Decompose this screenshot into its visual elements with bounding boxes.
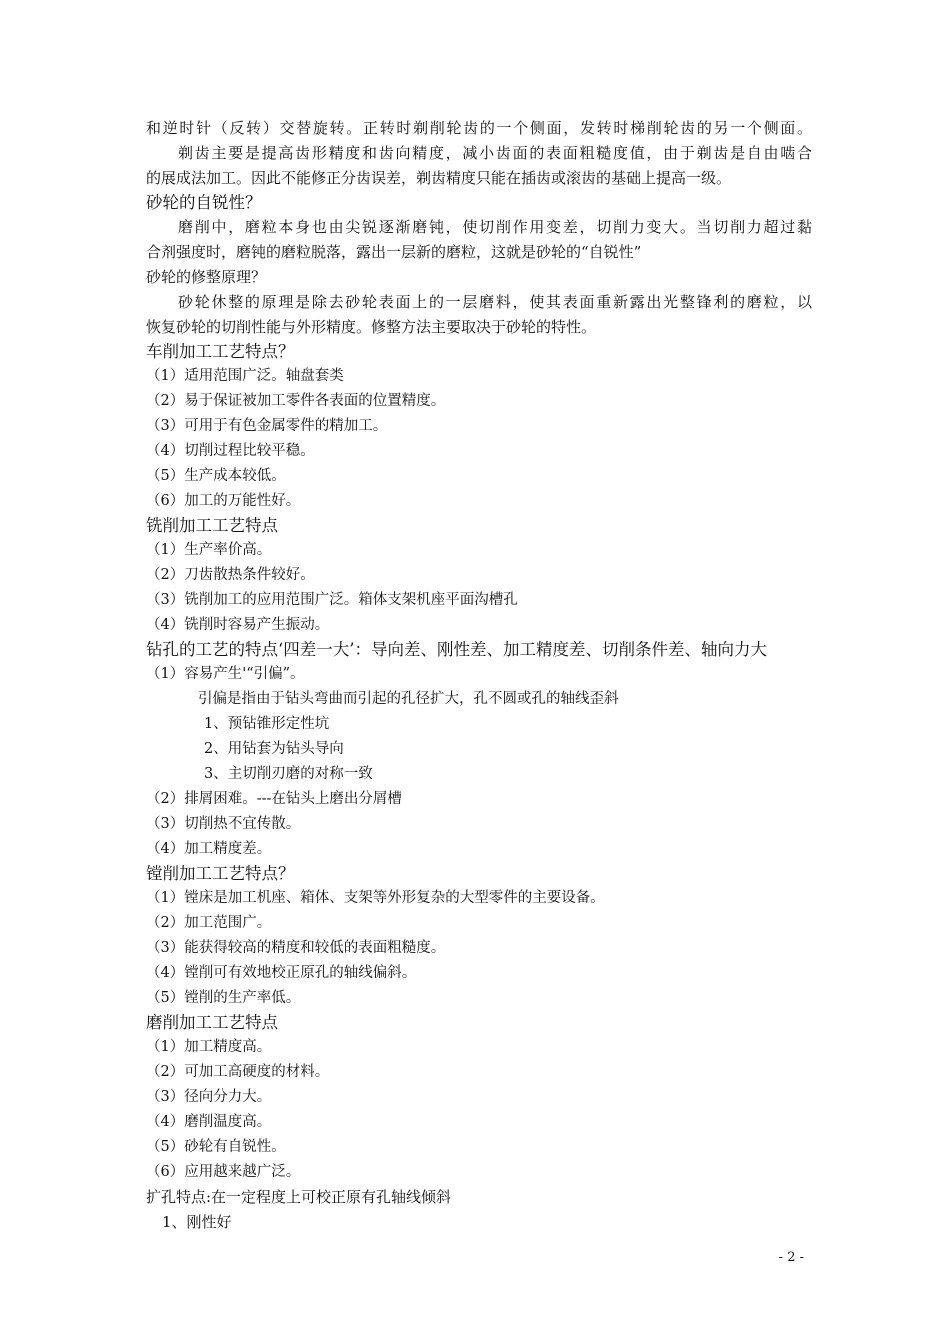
text-line: 2、用钻套为钻头导向 [204,741,344,757]
section-heading: 磨削加工工艺特点 [146,1013,278,1032]
section-heading: 车削加工工艺特点？ [146,342,295,361]
text-line: （3）铣削加工的应用范围广泛。箱体支架机座平面沟槽孔 [146,592,518,608]
text-line: 磨削中，磨粒本身也由尖锐逐渐磨钝，使切削作用变差，切削力变大。当切削力超过黏 [178,218,812,236]
text-line: （5）砂轮有自锐性。 [146,1139,286,1155]
page-number: - 2 - [778,1250,804,1265]
text-line: （6）应用越来越广泛。 [146,1164,301,1180]
text-line: 扩孔特点:在一定程度上可校正原有孔轴线倾斜 [146,1188,452,1206]
text-line: 1、刚性好 [162,1213,232,1231]
section-heading: 钻孔的工艺的特点‘四差一大’：导向差、刚性差、加工精度差、切削条件差、轴向力大 [146,640,767,659]
text-line: （1）镗床是加工机座、箱体、支架等外形复杂的大型零件的主要设备。 [146,890,605,906]
text-line: 恢复砂轮的切削性能与外形精度。修整方法主要取决于砂轮的特性。 [146,318,597,336]
text-line: （6）加工的万能性好。 [146,493,301,509]
text-line: （5）镗削的生产率低。 [146,990,301,1006]
text-line: 砂轮的修整原理？ [146,268,267,286]
text-line: （4）加工精度差。 [146,841,272,857]
text-line: 合剂强度时，磨钝的磨粒脱落，露出一层新的磨粒，这就是砂轮的“自锐性” [146,243,642,261]
text-line: （3）可用于有色金属零件的精加工。 [146,418,388,434]
text-line: （4）磨削温度高。 [146,1114,272,1130]
text-line: （1）适用范围广泛。轴盘套类 [146,368,344,384]
text-line: （1）生产率价高。 [146,542,272,558]
text-line: （2）可加工高硬度的材料。 [146,1064,330,1080]
text-line: （3）切削热不宜传散。 [146,816,301,832]
text-line: 1、预钻锥形定性坑 [204,716,330,732]
text-line: （5）生产成本较低。 [146,468,286,484]
section-heading: 铣削加工工艺特点 [146,516,278,535]
section-heading: 砂轮的自锐性？ [146,193,262,212]
text-line: （2）刀齿散热条件较好。 [146,567,315,583]
text-line: （3）径向分力大。 [146,1089,272,1105]
text-line: （1）容易产生'“引偏”。 [146,666,305,682]
text-line: （3）能获得较高的精度和较低的表面粗糙度。 [146,940,446,956]
text-line: 3、主切削刃磨的对称一致 [204,766,373,782]
text-line: （2）排屑困难。---在钻头上磨出分屑槽 [146,791,402,807]
text-line: （4）镗削可有效地校正原孔的轴线偏斜。 [146,965,417,981]
text-line: （4）切削过程比较平稳。 [146,443,315,459]
section-heading: 镗削加工工艺特点？ [146,864,295,883]
text-line: 和逆时针（反转）交替旋转。正转时剃削轮齿的一个侧面，发转时梯削轮齿的另一个侧面。 [146,119,812,137]
text-line: （2）加工范围广。 [146,915,272,931]
text-line: 砂轮休整的原理是除去砂轮表面上的一层磨料，使其表面重新露出光整锋利的磨粒，以 [178,293,812,311]
text-line: （4）铣削时容易产生振动。 [146,617,330,633]
text-line: 剃齿主要是提高齿形精度和齿向精度，减小齿面的表面粗糙度值，由于剃齿是自由啮合 [178,144,812,162]
text-line: 的展成法加工。因此不能修正分齿误差，剃齿精度只能在插齿或滚齿的基础上提高一级。 [146,169,732,187]
text-line: （1）加工精度高。 [146,1039,272,1055]
document-body [146,116,812,1235]
text-line: 引偏是指由于钻头弯曲而引起的孔径扩大，孔不圆或孔的轴线歪斜 [198,691,619,707]
text-line: （2）易于保证被加工零件各表面的位置精度。 [146,393,446,409]
